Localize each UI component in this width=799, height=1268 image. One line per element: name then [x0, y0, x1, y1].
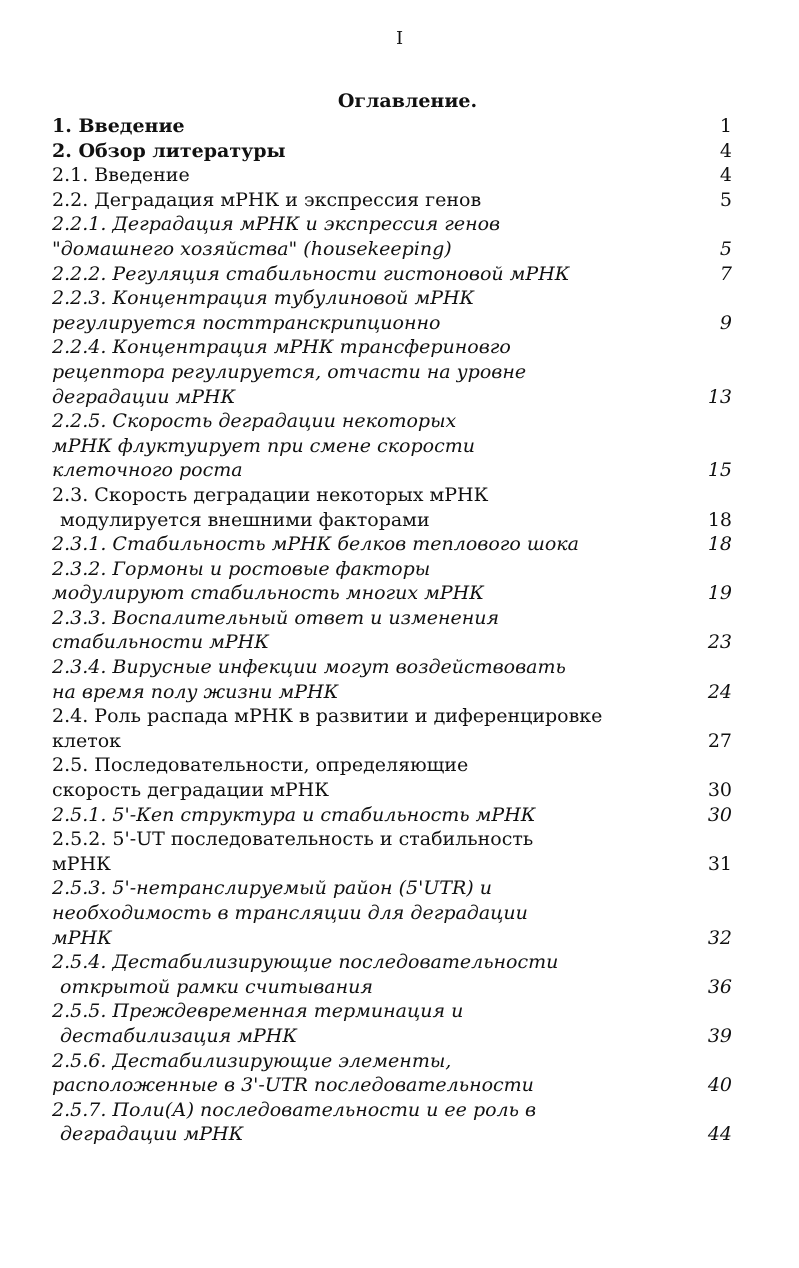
toc-entry: [52, 1098, 732, 1147]
toc-entry-page: 13: [707, 385, 732, 408]
toc-entry-line: модулируется внешними факторами: [60, 508, 430, 531]
toc-entry-line: 2.2.5. Скорость деградации некоторых: [52, 410, 457, 433]
toc-entry-page: 30: [707, 803, 732, 826]
toc-title: Оглавление.: [337, 90, 478, 112]
toc-entry-line: расположенные в 3'-UTR последовательности: [52, 1074, 534, 1097]
toc-entry: [52, 163, 732, 188]
toc-entry-line: 2.5.3. 5'-нетранслируемый район (5'UTR) и: [52, 877, 492, 900]
toc-entry-page: 7: [719, 262, 732, 285]
toc-entry-page: 24: [707, 680, 732, 703]
toc-list: [52, 114, 732, 1147]
toc-entry-line: 2.5. Последовательности, определяющие: [52, 754, 469, 777]
toc-entry-line: 2.2.3. Концентрация тубулиновой мРНК: [52, 287, 475, 310]
toc-entry-page: 1: [719, 115, 732, 137]
toc-entry-line: открытой рамки считывания: [60, 975, 373, 998]
toc-entry: [52, 876, 732, 950]
toc-entry: [52, 606, 732, 655]
toc-entry: [52, 409, 732, 483]
toc-entry: [52, 286, 732, 335]
toc-entry-line: регулируется посттранскрипционно: [52, 311, 441, 334]
toc-entry-line: 2.3.3. Воспалительный ответ и изменения: [52, 606, 500, 629]
toc-entry-line: 2.5.5. Преждевременная терминация и: [52, 1000, 464, 1023]
toc-entry: [52, 139, 732, 164]
toc-entry-page: 4: [719, 164, 732, 187]
toc-entry-line: на время полу жизни мРНК: [52, 680, 339, 703]
toc-entry-page: 18: [707, 508, 732, 531]
toc-entry-page: 27: [707, 729, 732, 752]
toc-entry-line: 2.5.7. Поли(А) последовательности и ее роль в: [52, 1098, 537, 1121]
toc-entry-line: мРНК флуктуирует при смене скорости: [52, 434, 475, 457]
toc-entry-page: 9: [719, 311, 732, 334]
toc-entry-line: "домашнего хозяйства" (housekeeping): [52, 237, 452, 260]
toc-entry: [52, 704, 732, 753]
toc-entry: [52, 483, 732, 532]
toc-entry-line: модулируют стабильность многих мРНК: [52, 582, 484, 605]
toc-entry: [52, 803, 732, 828]
toc-entry-page: 23: [707, 631, 732, 654]
toc-entry-line: 2.2.4. Концентрация мРНК трансфериновго: [52, 336, 511, 359]
toc-entry-line: 2.2. Деградация мРНК и экспрессия генов: [52, 188, 482, 211]
toc-entry-line: деградации мРНК: [60, 1123, 244, 1146]
toc-entry-page: 39: [707, 1024, 732, 1047]
toc-entry: [52, 188, 732, 213]
toc-entry: [52, 999, 732, 1048]
toc-entry-line: 2.1. Введение: [52, 164, 190, 187]
toc-entry-page: 18: [707, 533, 732, 556]
toc-entry: [52, 262, 732, 287]
toc-entry: [52, 1049, 732, 1098]
page-number: I: [395, 28, 404, 49]
toc-entry-line: мРНК: [52, 926, 112, 949]
toc-entry-page: 31: [707, 852, 732, 875]
toc-entry-line: деградации мРНК: [52, 385, 236, 408]
toc-entry-page: 44: [707, 1123, 732, 1146]
toc-entry: [52, 827, 732, 876]
toc-entry-line: клеточного роста: [52, 459, 243, 482]
toc-entry-line: стабильности мРНК: [52, 631, 269, 654]
toc-entry-line: 2.3.4. Вирусные инфекции могут воздействовать: [52, 656, 566, 679]
toc-entry-line: 2.2.2. Регуляция стабильности гистоновой мРНК: [52, 262, 570, 285]
toc-entry-line: 2.3. Скорость деградации некоторых мРНК: [52, 483, 489, 506]
toc-entry-page: 40: [707, 1074, 732, 1097]
toc-entry-page: 30: [707, 779, 732, 802]
toc-entry-page: 36: [707, 975, 732, 998]
toc-entry-line: 1. Введение: [52, 115, 185, 137]
toc-entry: [52, 532, 732, 557]
toc-entry-page: 15: [707, 459, 732, 482]
toc-entry: [52, 212, 732, 261]
toc-entry: [52, 753, 732, 802]
toc-entry-line: 2.5.4. Дестабилизирующие последовательности: [52, 951, 559, 974]
toc-entry-line: 2.5.1. 5'-Кеп структура и стабильность мРНК: [52, 803, 536, 826]
toc-entry-line: 2. Обзор литературы: [52, 139, 286, 162]
toc-entry: [52, 114, 732, 139]
toc-entry: [52, 655, 732, 704]
toc-entry-line: 2.2.1. Деградация мРНК и экспрессия генов: [52, 213, 501, 236]
toc-entry-page: 5: [719, 237, 732, 260]
toc-entry-page: 19: [707, 582, 732, 605]
toc-entry: [52, 335, 732, 409]
toc-entry-line: 2.5.6. Дестабилизирующие элементы,: [52, 1049, 452, 1072]
toc-entry-page: 32: [707, 926, 732, 949]
toc-entry-line: 2.4. Роль распада мРНК в развитии и диференцировке: [52, 705, 603, 728]
toc-entry-line: клеток: [52, 729, 122, 752]
toc-entry-line: 2.3.1. Стабильность мРНК белков теплового шока: [52, 533, 579, 556]
toc-entry-line: необходимость в трансляции для деградации: [52, 902, 528, 924]
toc-entry-page: 4: [719, 139, 732, 162]
toc-entry-line: скорость деградации мРНК: [52, 779, 329, 802]
toc-entry: [52, 950, 732, 999]
toc-entry-line: рецептора регулируется, отчасти на уровне: [52, 360, 527, 383]
toc-entry: [52, 557, 732, 606]
toc-entry-line: дестабилизация мРНК: [60, 1024, 298, 1047]
toc-entry-line: 2.5.2. 5'-UT последовательность и стабильность: [52, 828, 534, 851]
toc-entry-page: 5: [719, 188, 732, 211]
toc-entry-line: 2.3.2. Гормоны и ростовые факторы: [52, 557, 431, 580]
toc-entry-line: мРНК: [52, 852, 111, 875]
